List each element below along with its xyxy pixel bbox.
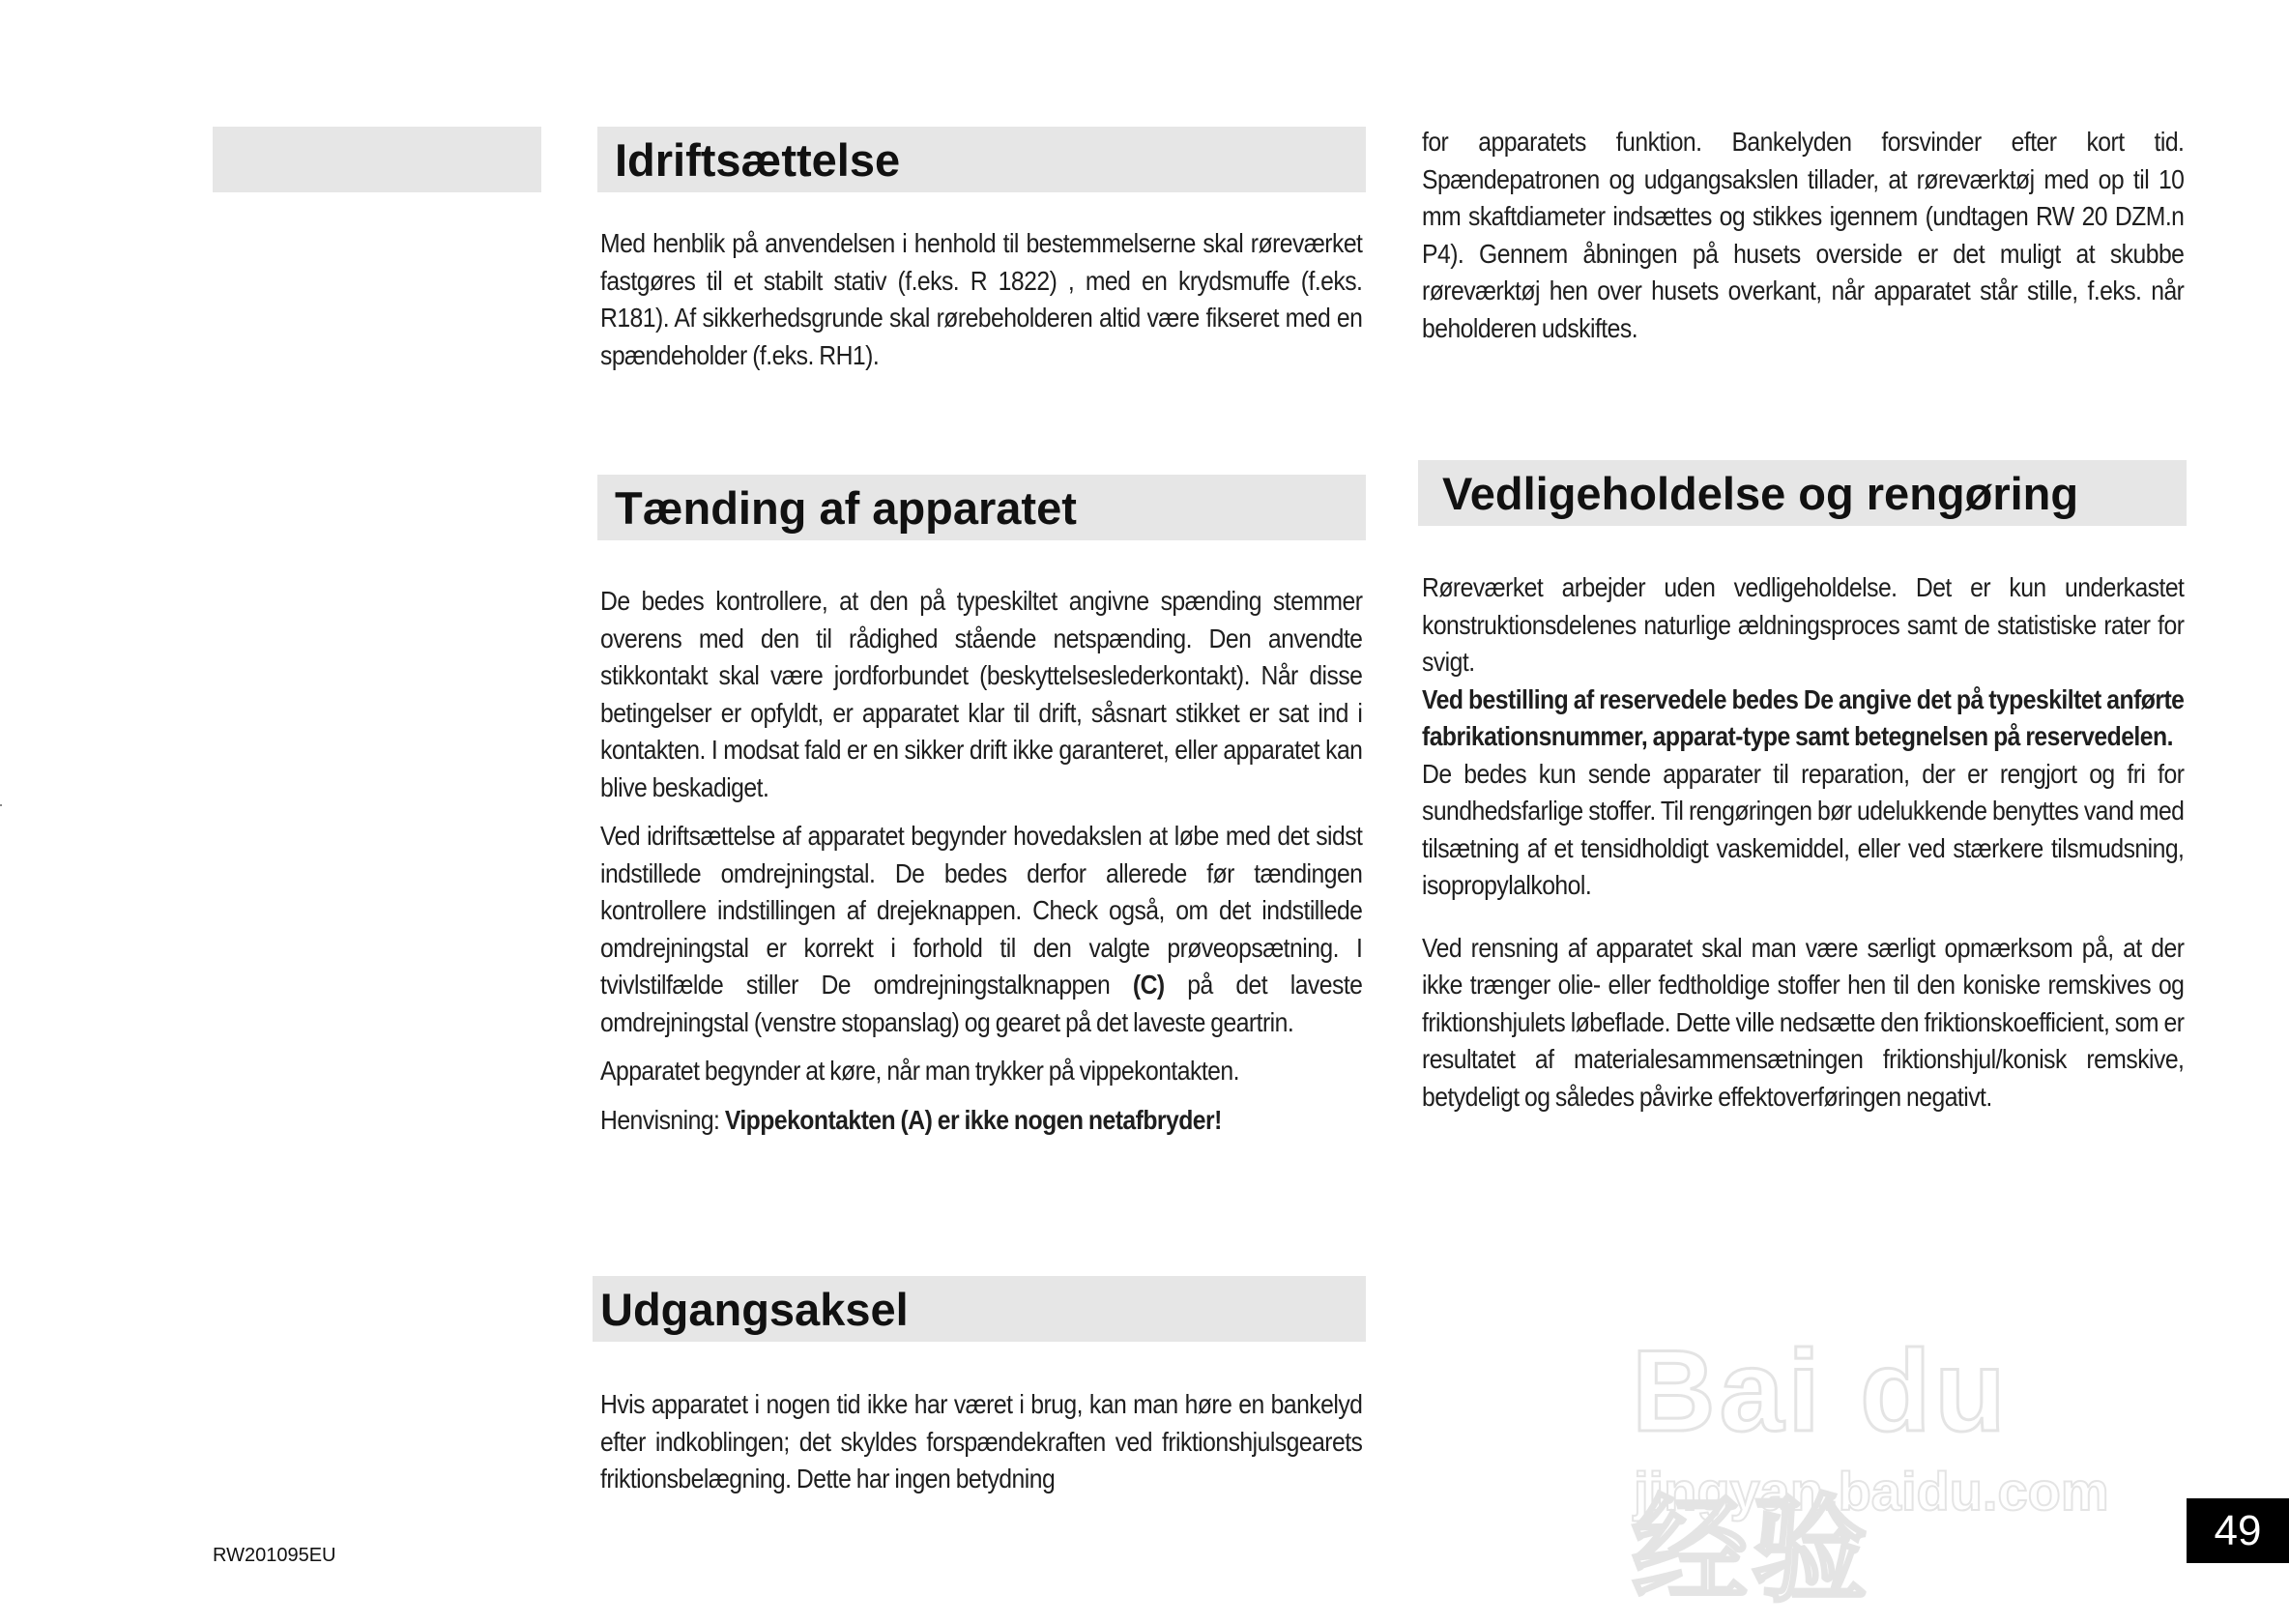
heading-vedligeholdelse: Vedligeholdelse og rengøring [1418, 460, 2187, 526]
heading-taending: Tænding af apparatet [597, 475, 1366, 540]
taending-text [600, 583, 1362, 1139]
taending-paragraph-1: De bedes kontrollere, at den på typeskiltet angivne spænding stemmer overens med den til rådighed stående netspænding. Den anvendte stikkontakt skal være jordforbundet (beskyttelseslederkontakt). Når disse betingelser er opfyldt, er apparatet klar til drift, såsnart stikket er sat ind i kontakten. I modsat fald er en sikker drift ikke garanteret, eller apparatet kan blive beskadiget. [600, 586, 1363, 802]
watermark-brand-top: Bai du 经验 [1632, 1326, 2010, 1615]
watermark-brand-bottom: jingyan.baidu.com [1634, 1461, 2109, 1522]
heading-idriftsaettelse: Idriftsættelse [597, 127, 1366, 192]
edge-mark [0, 804, 2, 806]
idrift-paragraph-1: Med henblik på anvendelsen i henhold til bestemmelserne skal røreværket fastgøres til et stabilt stativ (f.eks. R 1822) , med en krydsmuffe (f.eks. R181). Af sikkerhedsgrunde skal rørebeholderen altid være fikseret med en spændeholder (f.eks. RH1). [600, 228, 1363, 370]
taending-p2-text-a: Ved idriftsættelse af apparatet begynder hovedakslen at løbe med det sidst indstillede omdrejningstal. De bedes derfor allerede før tændingen kontrollere indstillingen af drejeknappen. Check også, om det indstillede omdrejningstal er korrekt i forhold til den valgte prøveopsætning. I tvivlstilfælde stiller De omdrejningstalknappen [600, 821, 1363, 1000]
vedlige-paragraph-2 [1422, 682, 2184, 756]
taending-p4-prefix: Henvisning: [600, 1104, 725, 1135]
udgang-continued-text [1422, 124, 2184, 347]
taending-p2-text-b: på det laveste omdrejningstal (venstre stopanslag) og gearet på det laveste geartrin. [600, 970, 1363, 1037]
vedlige-paragraph-3: De bedes kun sende apparater til reparation, der er rengjort og fri for sundhedsfarlige stoffer. Til rengøringen bør udelukkende benyttes vand med tilsætning af et tensidholdigt vaskemiddel, eller ved stærkere tilsmudsning, isopropylalkohol. [1422, 758, 2185, 900]
baidu-watermark-logo [1605, 1276, 2165, 1615]
udgang-text [600, 1386, 1362, 1498]
vedlige-paragraph-4: Ved rensning af apparatet skal man være særligt opmærksom på, at der ikke trænger olie- eller fedtholdige stoffer hen til den koniske remskives og friktionshjulets løbeflade. Dette ville nedsætte den friktionskoefficient, som er resultatet af materialesammensætningen friktionshjul/konisk remskive, betydeligt og således påvirke effektoverføringen negativt. [1422, 932, 2185, 1112]
page-number: 49 [2187, 1498, 2289, 1563]
vedlige-p2-bold: Ved bestilling af reservedele bedes De angive det på typeskiltet anførte fabrikationsnummer, apparat-type samt betegnelsen på reservedelen. [1422, 683, 2185, 751]
side-grey-bar [213, 127, 541, 192]
taending-p2-bold: (C) [1132, 970, 1165, 1000]
heading-udgangsaksel: Udgangsaksel [593, 1276, 1366, 1342]
udgang-continued-paragraph: for apparatets funktion. Bankelyden forsvinder efter kort tid. Spændepatronen og udgangsakslen tillader, at røreværktøj med op til 10 mm skaftdiameter indsættes og stikkes igennem (undtagen RW 20 DZM.n P4). Gennem åbningen på husets overside er det muligt at skubbe røreværktøj hen over husets overkant, når apparatet står stille, f.eks. når beholderen udskiftes. [1422, 127, 2185, 343]
idrift-text [600, 225, 1362, 374]
udgang-paragraph-1: Hvis apparatet i nogen tid ikke har været i brug, kan man høre en bankelyd efter indkoblingen; det skyldes forspændekraften ved friktionshjulsgearets friktionsbelægning. Dette har ingen betydning [600, 1389, 1363, 1494]
taending-paragraph-3: Apparatet begynder at køre, når man trykker på vippekontakten. [600, 1056, 1239, 1086]
document-code: RW201095EU [213, 1545, 336, 1566]
vedlige-text [1422, 569, 2184, 1116]
taending-paragraph-4 [600, 1102, 1362, 1140]
taending-paragraph-2 [600, 818, 1362, 1041]
vedlige-paragraph-1: Røreværket arbejder uden vedligeholdelse. Det er kun underkastet konstruktionsdelenes naturlige ældningsproces samt de statistiske rater for svigt. [1422, 572, 2185, 677]
taending-p4-bold: Vippekontakten (A) er ikke nogen netafbryder! [724, 1104, 1222, 1135]
